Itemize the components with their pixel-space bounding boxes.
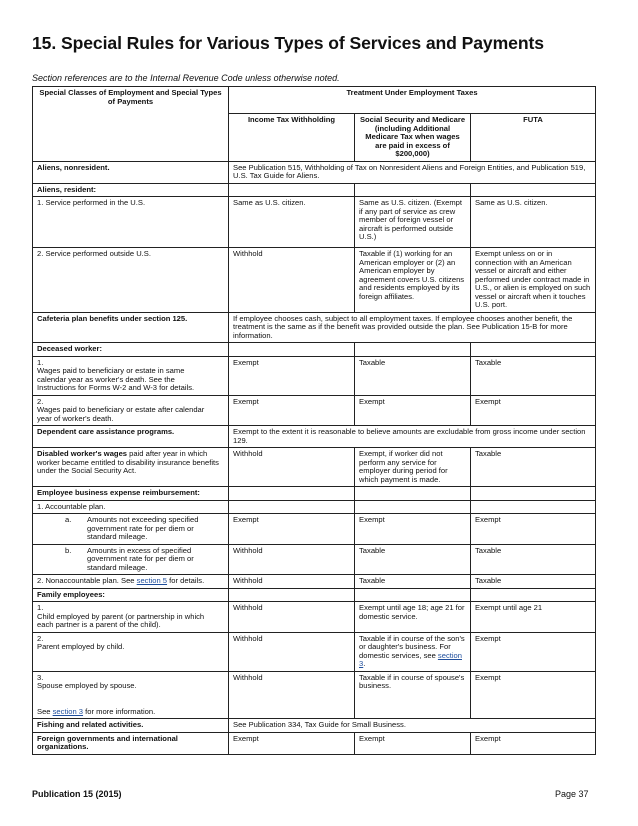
page-title: 15. Special Rules for Various Types of Services and Payments	[32, 33, 544, 53]
row-label: Amounts in excess of specified government rate for per diem or standard mileage.	[87, 545, 194, 572]
income-tax-cell: Exempt	[229, 395, 355, 426]
table-row	[33, 544, 596, 575]
table-row	[33, 356, 596, 395]
futa-cell: Exempt	[471, 671, 596, 719]
social-security-cell: Taxable if in course of spouse's business.	[355, 671, 471, 719]
table-row	[33, 575, 596, 589]
income-tax-cell: Exempt	[229, 356, 355, 395]
income-tax-cell: Withhold	[229, 448, 355, 487]
row-label: 1. Service performed in the U.S.	[33, 197, 229, 248]
table-row	[33, 426, 596, 448]
item-number: 2.	[37, 633, 44, 643]
social-security-cell: Taxable if (1) working for an American employer or (2) an American employer by agreement covers U.S. citizens and residents employed by its foreign affiliates.	[355, 248, 471, 313]
table-row	[33, 588, 596, 602]
row-label: Dependent care assistance programs.	[33, 426, 229, 448]
row-label: Employee business expense reimbursement:	[33, 487, 229, 501]
row-label: Cafeteria plan benefits under section 125.	[33, 312, 229, 343]
row-span-text: If employee chooses cash, subject to all employment taxes. If employee chooses another benefit, the treatment is the same as if the benefit was provided outside the plan. See Publication 15-B for more information.	[229, 312, 596, 343]
futa-cell: Taxable	[471, 356, 596, 395]
row-label	[33, 575, 229, 589]
table-row	[33, 448, 596, 487]
income-tax-cell: Same as U.S. citizen.	[229, 197, 355, 248]
section-5-link[interactable]: section 5	[136, 576, 168, 585]
row-span-text: See Publication 515, Withholding of Tax on Nonresident Aliens and Foreign Entities, and Publication 519, U.S. Tax Guide for Aliens.	[229, 161, 596, 183]
section-3-link[interactable]: section 3	[359, 650, 462, 668]
see-section-note	[37, 708, 207, 717]
note-text: See	[37, 706, 53, 716]
social-security-cell: Exempt	[355, 732, 471, 754]
income-tax-cell: Withhold	[229, 248, 355, 313]
footer-page-number: Page 37	[555, 789, 589, 799]
header-income-tax: Income Tax Withholding	[229, 114, 355, 162]
table-row	[33, 312, 596, 343]
table-row	[33, 514, 596, 545]
table-row	[33, 248, 596, 313]
table-row	[33, 487, 596, 501]
item-number: a.	[65, 515, 72, 524]
row-label-rest: paid after year in which worker became entitled to disability insurance benefits under the Social Security Act.	[37, 449, 219, 475]
row-label: 2. Service performed outside U.S.	[33, 248, 229, 313]
table-row	[33, 395, 596, 426]
social-security-cell: Exempt until age 18; age 21 for domestic service.	[355, 602, 471, 633]
social-security-cell	[355, 632, 471, 671]
item-number: 3.	[37, 672, 44, 682]
item-number: 2.	[37, 396, 44, 406]
income-tax-cell: Withhold	[229, 544, 355, 575]
row-label: Aliens, resident:	[33, 183, 229, 197]
futa-cell: Exempt	[471, 732, 596, 754]
row-label: Spouse employed by spouse.	[37, 681, 137, 690]
table-row	[33, 183, 596, 197]
row-label: Amounts not exceeding specified government rate for per diem or standard mileage.	[87, 515, 199, 541]
cell-text: Taxable if in course of the son's or daughter's business. For domestic services, see	[359, 633, 465, 660]
cell-text: .	[363, 659, 366, 668]
futa-cell: Exempt unless on or in connection with an American vessel or aircraft and either performed under contract made in U.S., or alien is employed on such vessel or aircraft when it touches U.S. port.	[471, 248, 596, 313]
section-3-link[interactable]: section 3	[52, 706, 84, 716]
futa-cell: Taxable	[471, 544, 596, 575]
item-number: b.	[65, 545, 72, 555]
row-label-text: for details.	[167, 576, 205, 585]
row-label: 1. Accountable plan.	[33, 500, 229, 514]
row-label: Wages paid to beneficiary or estate in same calendar year as worker's death. See the Instructions for Forms W-2 and W-3 for details.	[37, 366, 195, 392]
income-tax-cell: Withhold	[229, 575, 355, 589]
row-label-bold: Disabled worker's wages	[37, 449, 128, 458]
row-label	[33, 448, 229, 487]
income-tax-cell: Exempt	[229, 514, 355, 545]
row-label: Fishing and related activities.	[33, 719, 229, 733]
futa-cell: Exempt	[471, 514, 596, 545]
income-tax-cell: Withhold	[229, 602, 355, 633]
table-row	[33, 343, 596, 357]
futa-cell: Exempt	[471, 632, 596, 671]
header-futa: FUTA	[471, 114, 596, 162]
futa-cell: Taxable	[471, 448, 596, 487]
table-row	[33, 197, 596, 248]
row-label: Child employed by parent (or partnership in which each partner is a parent of the child).	[37, 611, 205, 629]
table-row	[33, 602, 596, 633]
table-row	[33, 671, 596, 719]
futa-cell: Same as U.S. citizen.	[471, 197, 596, 248]
header-treatment: Treatment Under Employment Taxes	[229, 87, 596, 114]
table-row	[33, 719, 596, 733]
social-security-cell: Exempt	[355, 395, 471, 426]
header-social-security: Social Security and Medicare (including Additional Medicare Tax when wages are paid in excess of $200,000)	[355, 114, 471, 162]
special-rules-table	[32, 86, 596, 755]
futa-cell: Exempt	[471, 395, 596, 426]
social-security-cell: Exempt, if worker did not perform any service for employer during period for which payment is made.	[355, 448, 471, 487]
table-row	[33, 632, 596, 671]
income-tax-cell: Exempt	[229, 732, 355, 754]
row-span-text: Exempt to the extent it is reasonable to believe amounts are excludable from gross income under section 129.	[229, 426, 596, 448]
row-label-text: 2. Nonaccountable plan. See	[37, 576, 137, 585]
header-special-classes: Special Classes of Employment and Special Types of Payments	[33, 87, 229, 162]
table-row	[33, 732, 596, 754]
row-label: Foreign governments and international organizations.	[33, 732, 229, 754]
table-row	[33, 161, 596, 183]
row-label: Aliens, nonresident.	[33, 161, 229, 183]
row-span-text: See Publication 334, Tax Guide for Small Business.	[229, 719, 596, 733]
page-subtitle: Section references are to the Internal Revenue Code unless otherwise noted.	[32, 73, 340, 83]
futa-cell: Exempt until age 21	[471, 602, 596, 633]
social-security-cell: Taxable	[355, 356, 471, 395]
income-tax-cell: Withhold	[229, 671, 355, 719]
footer-publication: Publication 15 (2015)	[32, 789, 122, 799]
row-label: Parent employed by child.	[37, 642, 125, 651]
social-security-cell: Same as U.S. citizen. (Exempt if any part of service as crew member of foreign vessel or aircraft is performed outside U.S.)	[355, 197, 471, 248]
table-header-row	[33, 87, 596, 114]
row-label: Family employees:	[33, 588, 229, 602]
social-security-cell: Taxable	[355, 575, 471, 589]
note-text: for more information.	[83, 706, 156, 716]
income-tax-cell: Withhold	[229, 632, 355, 671]
row-label: Deceased worker:	[33, 343, 229, 357]
row-label: Wages paid to beneficiary or estate after calendar year of worker's death.	[37, 405, 205, 423]
table-row	[33, 500, 596, 514]
social-security-cell: Exempt	[355, 514, 471, 545]
futa-cell: Taxable	[471, 575, 596, 589]
item-number: 1.	[37, 357, 44, 367]
social-security-cell: Taxable	[355, 544, 471, 575]
item-number: 1.	[37, 603, 44, 612]
